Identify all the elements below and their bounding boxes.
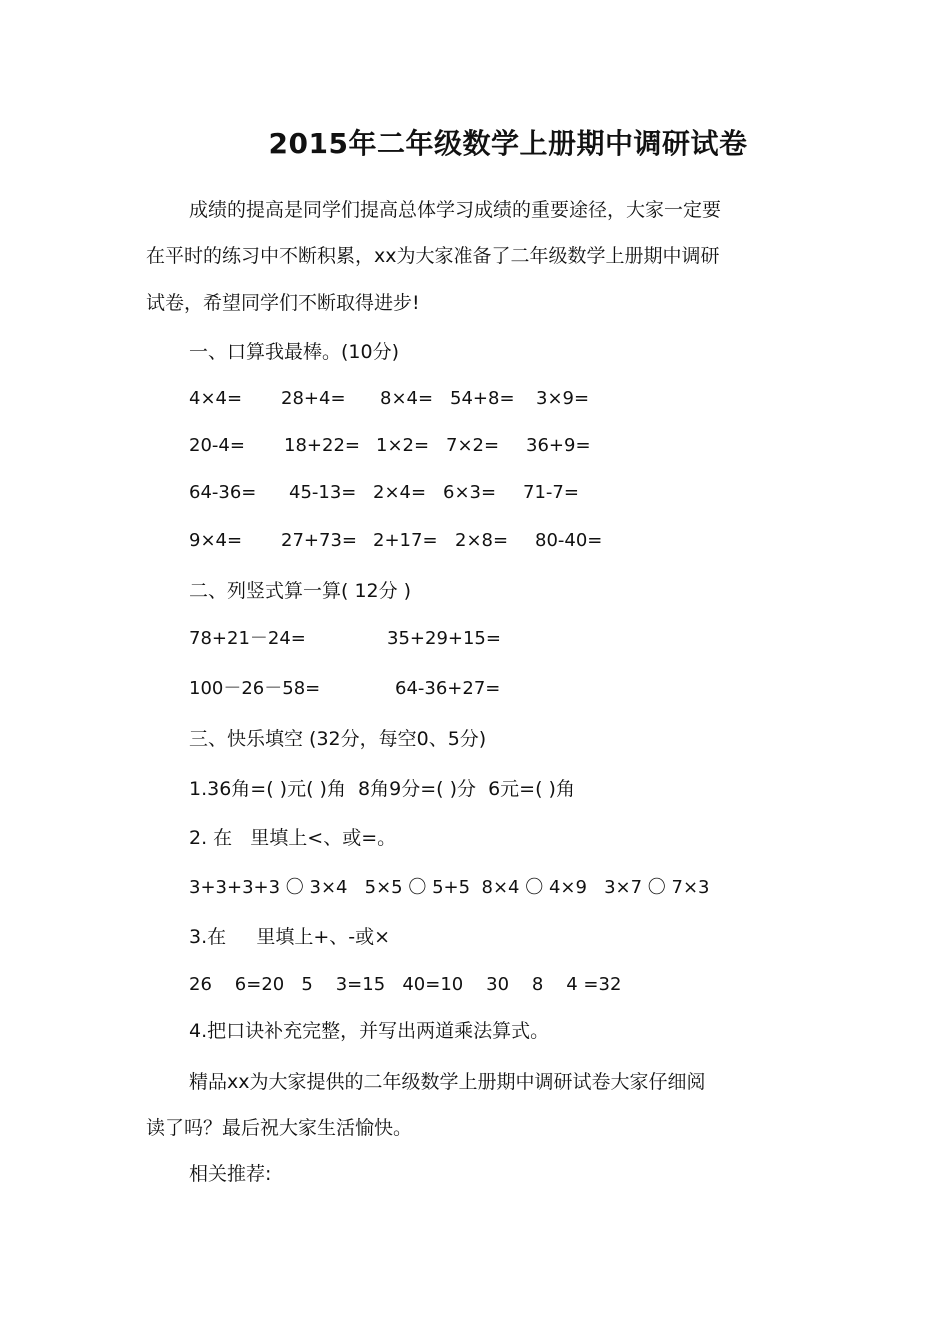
arith-item: 27+73=: [281, 530, 357, 551]
arith-item: 54+8=: [450, 388, 515, 409]
fill-question-1: 1.36角=( )元( )角 8角9分=( )分 6元=( )角: [189, 778, 575, 800]
arith-item: 8×4=: [380, 388, 434, 409]
related-label: 相关推荐:: [189, 1163, 272, 1185]
arith-item: 36+9=: [526, 435, 591, 456]
vertical-item: 100－26－58=: [189, 678, 321, 699]
section3-heading: 三、快乐填空 (32分，每空0、5分): [189, 728, 487, 750]
intro-line-1: 成绩的提高是同学们提高总体学习成绩的重要途径，大家一定要: [189, 199, 722, 221]
arith-item: 71-7=: [523, 482, 579, 503]
arith-item: 20-4=: [189, 435, 245, 456]
arith-item: 1×2=: [376, 435, 430, 456]
vertical-item: 78+21－24=: [189, 628, 306, 649]
intro-line-3: 试卷，希望同学们不断取得进步!: [146, 292, 420, 314]
vertical-item: 64-36+27=: [395, 678, 501, 699]
fill-question-4: 4.把口诀补充完整，并写出两道乘法算式。: [189, 1020, 550, 1042]
outro-line-1: 精品xx为大家提供的二年级数学上册期中调研试卷大家仔细阅: [189, 1071, 706, 1093]
arith-item: 2×8=: [455, 530, 509, 551]
fill-question-3: 3.在 里填上+、-或×: [189, 926, 391, 948]
operator-line: 26 6=20 5 3=15 40=10 30 8 4 =32: [189, 974, 622, 995]
arith-item: 64-36=: [189, 482, 257, 503]
arith-item: 18+22=: [284, 435, 360, 456]
document-title: 2015年二年级数学上册期中调研试卷: [268, 127, 748, 160]
arith-item: 45-13=: [289, 482, 357, 503]
arith-item: 4×4=: [189, 388, 243, 409]
arith-item: 6×3=: [443, 482, 497, 503]
arith-item: 9×4=: [189, 530, 243, 551]
vertical-item: 35+29+15=: [387, 628, 501, 649]
arith-item: 2×4=: [373, 482, 427, 503]
compare-line: 3+3+3+3 〇 3×4 5×5 〇 5+5 8×4 〇 4×9 3×7 〇 7×3: [189, 877, 710, 898]
section1-heading: 一、口算我最棒。(10分): [189, 341, 400, 363]
arith-item: 3×9=: [536, 388, 590, 409]
arith-item: 2+17=: [373, 530, 438, 551]
arith-item: 28+4=: [281, 388, 346, 409]
outro-line-2: 读了吗？最后祝大家生活愉快。: [146, 1117, 413, 1139]
arith-item: 80-40=: [535, 530, 603, 551]
section2-heading: 二、列竖式算一算( 12分 ): [189, 580, 412, 602]
arith-item: 7×2=: [446, 435, 500, 456]
intro-line-2: 在平时的练习中不断积累，xx为大家准备了二年级数学上册期中调研: [146, 245, 720, 267]
fill-question-2: 2. 在 里填上<、或=。: [189, 827, 397, 849]
